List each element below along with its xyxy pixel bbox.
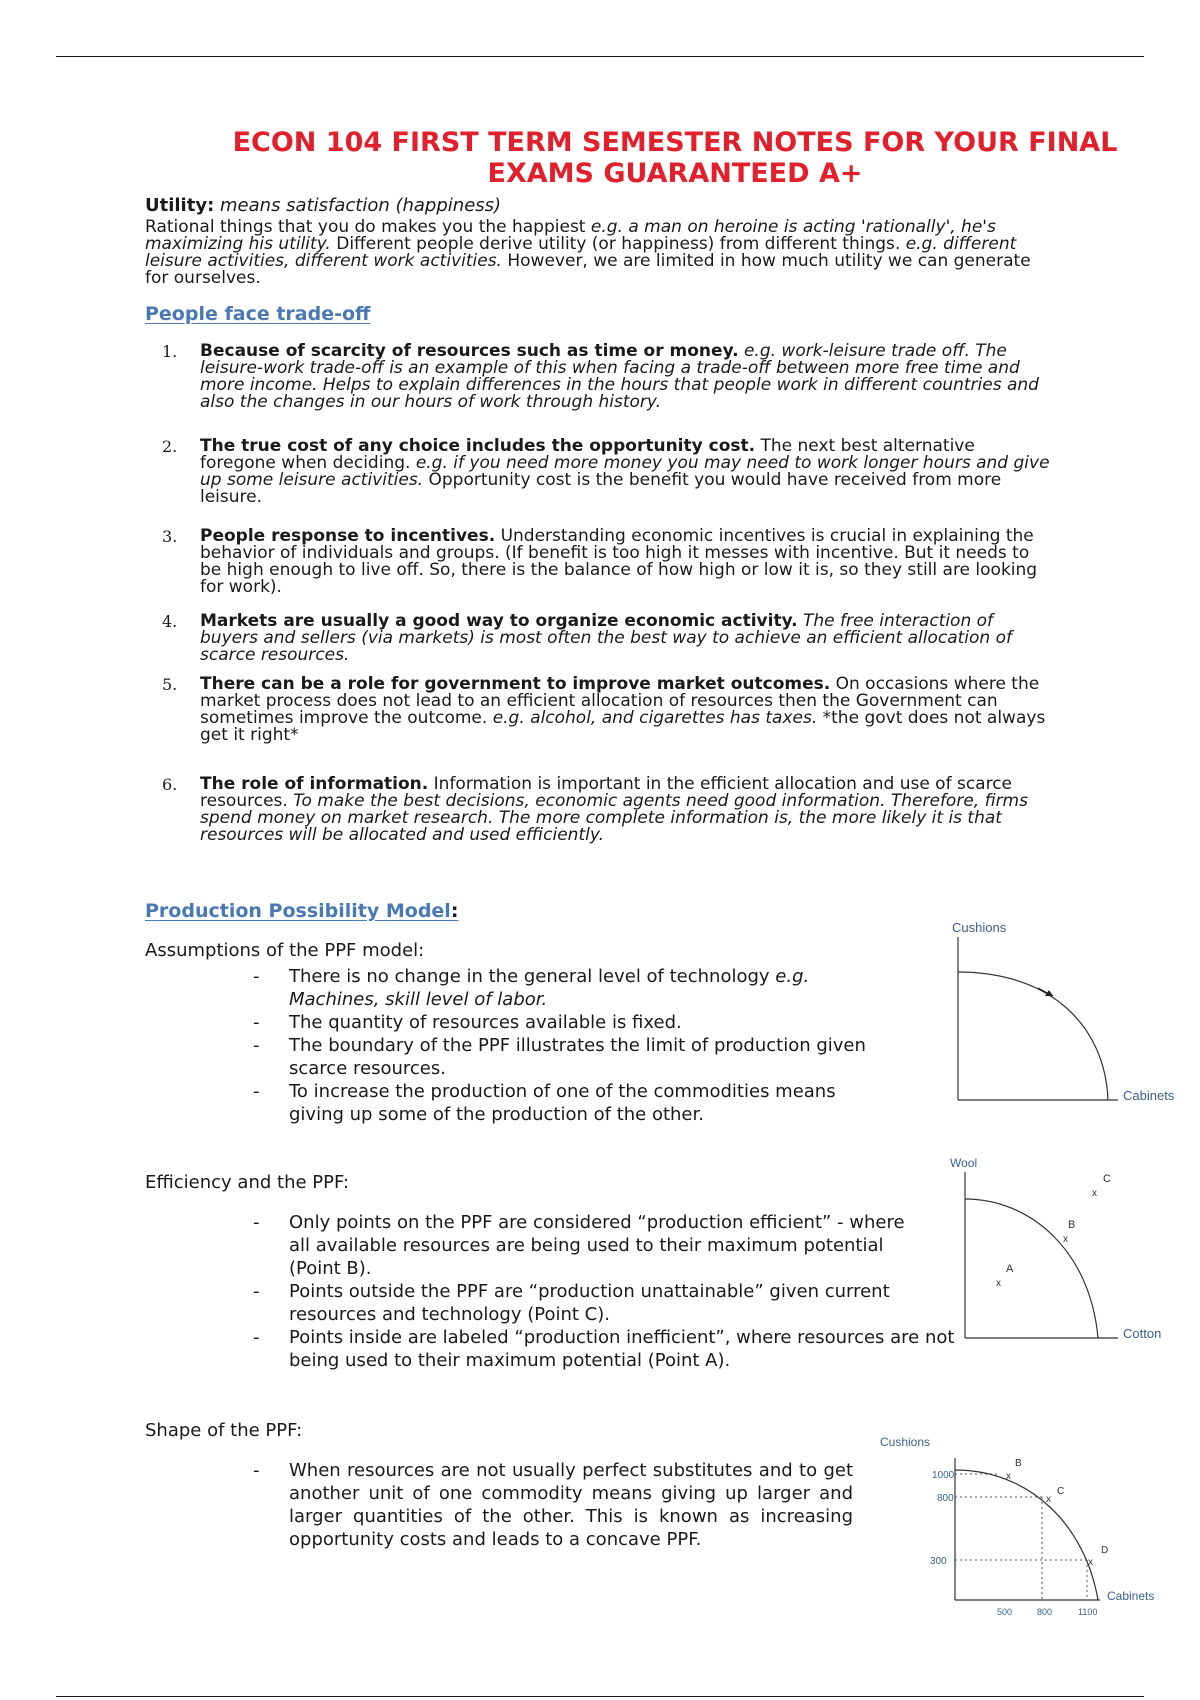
ppf-curve	[958, 972, 1108, 1100]
list-item	[253, 1280, 913, 1326]
y-axis-label: Cushions	[880, 1435, 931, 1449]
item-number: 1.	[162, 342, 178, 361]
list-item	[253, 1080, 893, 1126]
assumption-text: To increase the production of one of the commodities means giving up some of the production of the other.	[289, 1081, 836, 1125]
item-example: To make the best decisions, economic agents need good information. Therefore, firms spend money on market research. The more complete information is, the more likely it is that resources will be allocated and used efficiently.	[200, 791, 1028, 845]
bullet-mark: -	[253, 1460, 260, 1481]
utility-text-3: However, we are limited in how much utility we can generate for ourselves.	[145, 251, 1031, 288]
ppf-diagram-3	[870, 1430, 1170, 1620]
list-item	[253, 1034, 893, 1080]
item-example: e.g. alcohol, and cigarettes has taxes.	[492, 708, 818, 728]
item-example: e.g. if you need more money you may need to work longer hours and give up some leisure activities.	[200, 453, 1050, 490]
item-example: The free interaction of buyers and sellers (via markets) is most often the best way to achieve an efficient allocation of scarce resources.	[200, 611, 1012, 665]
bullet-mark: -	[253, 1081, 260, 1102]
item-lead: Because of scarcity of resources such as time or money.	[200, 341, 739, 361]
assumptions-label: Assumptions of the PPF model:	[145, 940, 425, 961]
assumption-text: There is no change in the general level of technology	[289, 966, 776, 987]
item-lead: The role of information.	[200, 774, 429, 794]
bullet-mark: -	[253, 966, 260, 987]
point-c-mark: x	[1046, 1494, 1051, 1505]
y-axis-label: Cushions	[952, 920, 1007, 935]
bullet-mark: -	[253, 1035, 260, 1056]
list-item	[253, 1459, 853, 1551]
item-number: 3.	[162, 527, 178, 546]
bullet-mark: -	[253, 1012, 260, 1033]
utility-meaning: means satisfaction (happiness)	[220, 195, 502, 216]
x-axis-label: Cotton	[1123, 1326, 1162, 1341]
shape-list	[253, 1459, 853, 1551]
ppm-heading-text: Production Possibility Model	[145, 900, 451, 922]
list-item	[162, 676, 1052, 776]
item-text-2: Opportunity cost is the benefit you would have received from more leisure.	[200, 470, 1002, 507]
shape-text: When resources are not usually perfect substitutes and to get another unit of one commodity means giving up larger and larger quantities of the other. This is known as increasing opportunity costs and leads to a concave PPF.	[289, 1460, 853, 1550]
list-item	[162, 776, 1052, 844]
item-lead: The true cost of any choice includes the opportunity cost.	[200, 436, 756, 456]
point-b-mark: x	[1006, 1471, 1011, 1482]
ppf-curve	[965, 1199, 1098, 1338]
item-lead: People response to incentives.	[200, 526, 496, 546]
point-c-mark: x	[1092, 1188, 1097, 1199]
item-lead: There can be a role for government to improve market outcomes.	[200, 674, 831, 694]
point-a-label: A	[1006, 1263, 1014, 1275]
item-number: 5.	[162, 675, 178, 694]
bullet-mark: -	[253, 1281, 260, 1302]
point-b-label: B	[1068, 1219, 1076, 1231]
bullet-mark: -	[253, 1212, 260, 1233]
assumption-text: The boundary of the PPF illustrates the limit of production given scarce resources.	[289, 1035, 866, 1079]
tradeoff-heading: People face trade-off	[145, 303, 371, 325]
y-tick-800: 800	[937, 1493, 954, 1504]
x-tick-800: 800	[1037, 1607, 1053, 1617]
ppf-curve	[955, 1470, 1098, 1600]
assumption-text: The quantity of resources available is fixed.	[289, 1012, 682, 1033]
utility-example-2: e.g. different leisure activities, different work activities.	[145, 234, 1017, 271]
item-text: Information is important in the efficient allocation and use of scarce resources.	[200, 774, 1013, 811]
item-text: Understanding economic incentives is crucial in explaining the behavior of individuals and groups. (If benefit is too high it messes with incentive. But it needs to be high enough to live off. So, there is the balance of how high or low it is, so they still are looking for work).	[200, 526, 1038, 597]
point-c-label: C	[1103, 1173, 1111, 1185]
item-example: e.g. work-leisure trade off. The leisure-work trade-off is an example of this when facing a trade-off between more free time and more income. Helps to explain differences in the hours that people work in different countries and also the changes in our hours of work through history.	[200, 341, 1039, 412]
list-item	[162, 613, 1052, 675]
utility-definition	[145, 197, 501, 214]
point-d-label: D	[1101, 1545, 1109, 1556]
efficiency-text: Only points on the PPF are considered “production efficient” - where all available resources are being used to their maximum potential (Point B).	[289, 1212, 905, 1279]
x-tick-1100: 1100	[1078, 1607, 1098, 1617]
top-rule	[56, 56, 1144, 57]
utility-example: e.g. a man on heroine is acting 'rationally', he's maximizing his utility.	[145, 217, 996, 254]
point-d-mark: x	[1088, 1557, 1093, 1568]
item-number: 2.	[162, 437, 178, 456]
x-tick-500: 500	[997, 1607, 1013, 1617]
list-item	[162, 343, 1052, 429]
utility-text: Rational things that you do makes you the happiest	[145, 217, 591, 237]
item-lead: Markets are usually a good way to organize economic activity.	[200, 611, 798, 631]
y-axis-label: Wool	[950, 1156, 978, 1170]
tradeoff-list	[162, 343, 1052, 844]
item-text: The next best alternative foregone when deciding.	[200, 436, 975, 473]
efficiency-label: Efficiency and the PPF:	[145, 1172, 350, 1193]
bullet-mark: -	[253, 1327, 260, 1348]
x-axis-label: Cabinets	[1123, 1088, 1175, 1103]
y-tick-300: 300	[930, 1556, 947, 1567]
ppf-diagram-2	[940, 1150, 1170, 1345]
list-item	[162, 438, 1052, 528]
item-number: 4.	[162, 612, 178, 631]
assumptions-list	[253, 965, 893, 1126]
item-number: 6.	[162, 775, 178, 794]
ppf-diagram-1	[940, 915, 1190, 1115]
page-title: ECON 104 FIRST TERM SEMESTER NOTES FOR YOUR FINAL EXAMS GUARANTEED A+	[232, 127, 1118, 189]
efficiency-text: Points outside the PPF are “production unattainable” given current resources and technology (Point C).	[289, 1281, 890, 1325]
ppm-heading	[145, 900, 458, 922]
list-item	[253, 965, 893, 1011]
x-axis-label: Cabinets	[1107, 1589, 1155, 1603]
list-item	[253, 1211, 913, 1280]
utility-text-2: Different people derive utility (or happiness) from different things.	[330, 234, 906, 254]
efficiency-list	[253, 1211, 955, 1372]
assumption-example: e.g. Machines, skill level of labor.	[289, 966, 810, 1010]
item-text: On occasions where the market process does not lead to an efficient allocation of resources then the Government can sometimes improve the outcome.	[200, 674, 1040, 728]
point-b-mark: x	[1063, 1234, 1068, 1245]
point-a-mark: x	[996, 1278, 1001, 1289]
efficiency-text: Points inside are labeled “production inefficient”, where resources are not being used to their maximum potential (Point A).	[289, 1327, 955, 1371]
utility-term: Utility:	[145, 195, 215, 216]
shape-label: Shape of the PPF:	[145, 1420, 303, 1441]
utility-paragraph	[145, 219, 1055, 287]
bottom-rule	[56, 1696, 1144, 1697]
list-item	[162, 528, 1052, 606]
point-b-label: B	[1015, 1458, 1022, 1469]
list-item	[253, 1011, 893, 1034]
y-tick-1000: 1000	[932, 1470, 955, 1481]
ppm-heading-colon: :	[450, 900, 459, 922]
item-text-2: *the govt does not always get it right*	[200, 708, 1046, 745]
point-c-label: C	[1057, 1486, 1065, 1497]
list-item	[253, 1326, 989, 1372]
